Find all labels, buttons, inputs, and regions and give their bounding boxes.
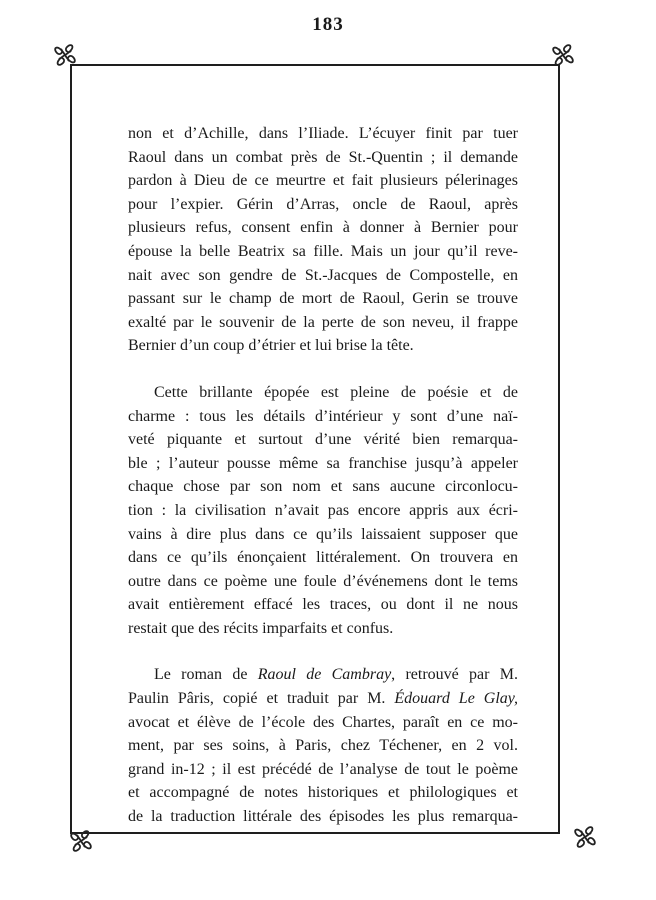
fleuron-icon	[66, 826, 96, 856]
text-line: et accompagné de notes historiques et philologiques et	[128, 784, 518, 802]
corner-ornament-bottom-left	[66, 826, 96, 856]
text-line: avocat et élève de l’école des Chartes, paraît en ce mo-	[128, 713, 518, 731]
text-line	[128, 663, 518, 687]
text-run: Le roman de	[154, 666, 258, 684]
translator-name: Édouard Le Glay,	[394, 690, 518, 708]
text-line: outre dans ce poème une foule d’événemens dont le tems	[128, 572, 518, 590]
text-line: veté piquante et surtout d’une vérité bien remarqua-	[128, 431, 518, 449]
fleuron-icon	[548, 40, 578, 70]
text-line: ble ; l’auteur pousse même sa franchise jusqu’à appeler	[128, 454, 518, 472]
fleuron-icon	[50, 40, 80, 70]
text-line: chaque chose par son nom et sans aucune circonlocu-	[128, 478, 518, 496]
text-line: Bernier d’un coup d’étrier et lui brise la tête.	[128, 337, 414, 355]
paragraph-3	[128, 663, 518, 828]
corner-ornament-bottom-right	[570, 822, 600, 852]
text-line: non et d’Achille, dans l’Iliade. L’écuyer finit par tuer	[128, 125, 518, 142]
text-line: restait que des récits imparfaits et confus.	[128, 619, 394, 637]
text-line: charme : tous les détails d’intérieur y sont d’une naï-	[128, 407, 518, 425]
text-line: plusieurs refus, consent enfin à donner à Bernier pour	[128, 219, 518, 237]
text-line: pardon à Dieu de ce meurtre et fait plusieurs pélerinages	[128, 172, 518, 190]
text-line: tion : la civilisation n’avait pas encore appris aux écri-	[128, 501, 518, 519]
text-line: Cette brillante épopée est pleine de poésie et de	[154, 383, 518, 401]
text-line: vains à dire plus dans ce qu’ils laissaient supposer que	[128, 525, 518, 543]
body-text	[128, 122, 518, 829]
page-number: 183	[312, 14, 344, 35]
paragraph-1	[128, 122, 518, 358]
text-line: nait avec son gendre de St.-Jacques de Compostelle, en	[128, 266, 518, 284]
fleuron-icon	[570, 822, 600, 852]
text-line	[128, 687, 518, 711]
corner-ornament-top-left	[50, 40, 80, 70]
text-line: de la traduction littérale des épisodes les plus remarqua-	[128, 808, 518, 826]
corner-ornament-top-right	[548, 40, 578, 70]
paragraph-2	[128, 381, 518, 641]
text-line: pour l’expier. Gérin d’Arras, oncle de Raoul, après	[128, 195, 518, 213]
text-line: Raoul dans un combat près de St.-Quentin ; il demande	[128, 148, 518, 166]
text-line: épouse la belle Beatrix sa fille. Mais un jour qu’il reve-	[128, 242, 518, 260]
text-line: ment, par ses soins, à Paris, chez Téchener, en 2 vol.	[128, 737, 518, 755]
text-line: passant sur le champ de mort de Raoul, Gerin se trouve	[128, 290, 518, 308]
text-line: exalté par le souvenir de la perte de son neveu, il frappe	[128, 313, 518, 331]
text-run: Paulin Pâris, copié et traduit par M.	[128, 690, 395, 708]
text-line: dans ce qu’ils énonçaient littéralement. On trouvera en	[128, 549, 518, 567]
text-line: grand in-12 ; il est précédé de l’analyse de tout le poème	[128, 760, 518, 778]
text-run: , retrouvé par M.	[391, 666, 518, 684]
book-title: Raoul de Cambray	[257, 666, 392, 684]
text-line: avait entièrement effacé les traces, ou dont il ne nous	[128, 596, 518, 614]
